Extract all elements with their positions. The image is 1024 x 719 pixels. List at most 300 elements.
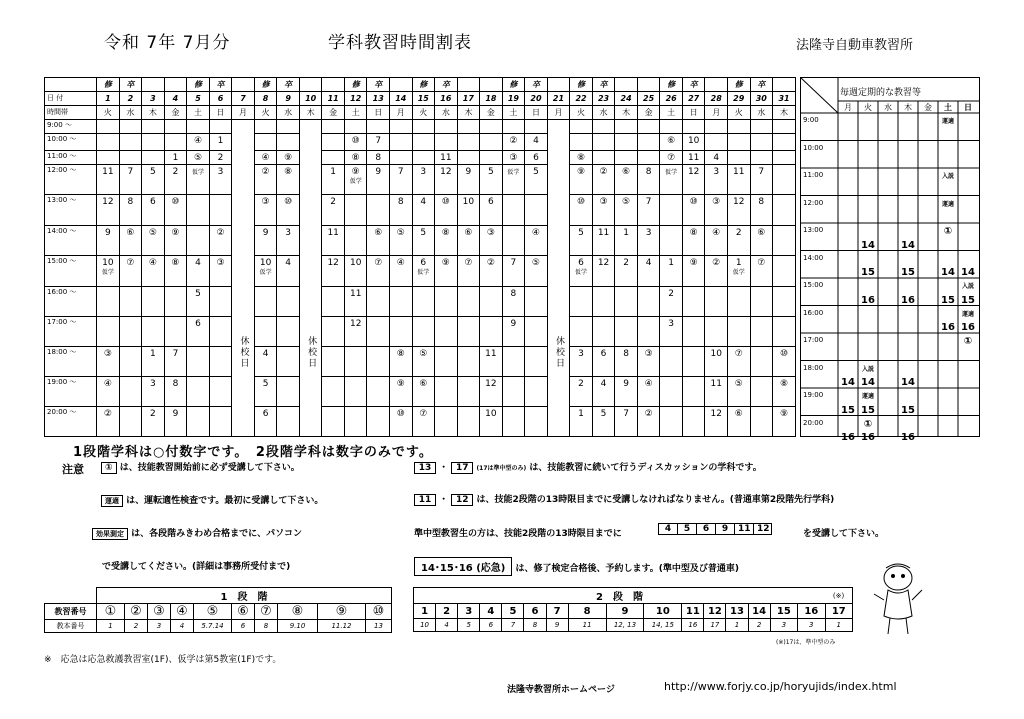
slot-r7-d19 [502, 287, 525, 317]
slot-r2-d20 [525, 151, 548, 165]
stage2-num-9: 10 [644, 604, 682, 619]
slot-r10-d12 [344, 377, 367, 407]
mark-day-13: 卒 [367, 78, 390, 92]
slot-r9-d22 [570, 347, 593, 377]
slot-r10-d27 [682, 377, 705, 407]
slot-r6-d16 [435, 256, 458, 287]
stage1-page-3: 4 [171, 620, 194, 633]
slot-r10-d18 [480, 377, 503, 407]
slot-r1-d11 [322, 134, 345, 151]
slot-r3-d9 [277, 165, 300, 195]
slot-r0-d24 [615, 120, 638, 134]
slot-r10-d19 [502, 377, 525, 407]
slot-r0-d30 [750, 120, 773, 134]
weekly-day-2: 水 [884, 103, 892, 112]
slot-r8-d14 [390, 317, 413, 347]
slot-r11-d8 [254, 407, 277, 437]
slot-r8-d8 [254, 317, 277, 347]
weekly-time-4: 13:00 [803, 226, 824, 234]
slot-value: 8 [510, 289, 517, 299]
school-name: 法隆寺自動車教習所 [796, 38, 914, 53]
slot-r3-d1 [97, 165, 120, 195]
slot-r0-d22 [570, 120, 593, 134]
slot-r5-d19 [502, 226, 525, 256]
stage2-page-7: 11 [568, 619, 606, 632]
time-row-5: 14:00 〜 [45, 226, 97, 256]
slot-r5-d25 [637, 226, 660, 256]
slot-r3-d4 [164, 165, 187, 195]
slot-value: ⑦ [464, 258, 473, 268]
slot-value: ⑥ [757, 228, 766, 238]
day-19: 19 [502, 92, 525, 106]
slot-r5-d23 [592, 226, 615, 256]
weekday-29: 火 [727, 106, 750, 120]
weekly-day-3: 木 [904, 103, 912, 112]
slot-r11-d22 [570, 407, 593, 437]
slot-value: ③ [712, 197, 721, 207]
slot-value: ⑩ [441, 197, 450, 207]
slot-value: 8 [172, 379, 179, 389]
slot-r6-d2 [119, 256, 142, 287]
note-r1-small: (17は準中型のみ) [476, 465, 527, 472]
day-30: 30 [750, 92, 773, 106]
slot-r10-d28 [705, 377, 728, 407]
slot-r4-d30 [750, 195, 773, 226]
day-31: 31 [773, 92, 796, 106]
slot-r6-d4 [164, 256, 187, 287]
slot-r2-d25 [637, 151, 660, 165]
slot-value: 6 [578, 258, 584, 268]
slot-r9-d18 [480, 347, 503, 377]
stage2-num-2: 3 [458, 604, 480, 619]
slot-value: ② [599, 167, 608, 177]
weekly-entry: 16 [861, 432, 875, 444]
day-7: 7 [232, 92, 255, 106]
slot-r10-d2 [119, 377, 142, 407]
slot-r9-d3 [142, 347, 165, 377]
weekly-entry: 入説 [961, 283, 974, 290]
day-28: 28 [705, 92, 728, 106]
mark-day-8: 修 [254, 78, 277, 92]
weekday-19: 土 [502, 106, 525, 120]
slot-value: ③ [599, 197, 608, 207]
slot-r0-d3 [142, 120, 165, 134]
weekly-time-2: 11:00 [803, 171, 824, 179]
slot-r9-d23 [592, 347, 615, 377]
time-row-0: 9:00 〜 [45, 120, 97, 134]
slot-value: ② [712, 258, 721, 268]
weekly-entry: 入説 [941, 173, 954, 180]
slot-sub: 仮学 [191, 169, 204, 176]
weekly-entry: 14 [841, 377, 855, 389]
slot-r6-d27 [682, 256, 705, 287]
stage1-num-1: ② [125, 604, 148, 620]
note-2-text: は、運転適性検査です。最初に受講して下さい。 [126, 496, 324, 506]
slot-r7-d30 [750, 287, 773, 317]
weekday-18: 金 [480, 106, 503, 120]
note-3-text: は、各段階みきわめ合格までに、パソコン [131, 529, 302, 539]
slot-r9-d31 [773, 347, 796, 377]
slot-r8-d28 [705, 317, 728, 347]
slot-value: ⑧ [779, 379, 789, 389]
stage2-table [413, 587, 853, 632]
slot-r8-d6 [209, 317, 232, 347]
slot-r6-d18 [480, 256, 503, 287]
slot-value: 2 [668, 289, 674, 299]
weekday-1: 火 [97, 106, 120, 120]
slot-r1-d30 [750, 134, 773, 151]
slot-r6-d25 [637, 256, 660, 287]
day-20: 20 [525, 92, 548, 106]
weekly-entry: 16 [901, 294, 915, 306]
stage2-num-8: 9 [606, 604, 644, 619]
stage1-num-7: ⑧ [278, 604, 318, 620]
weekday-28: 月 [705, 106, 728, 120]
weekly-entry: 16 [961, 322, 975, 334]
slot-value: ⑥ [419, 379, 428, 389]
day-16: 16 [435, 92, 458, 106]
label-date: 日 付 [45, 92, 97, 106]
slot-value: 3 [217, 167, 224, 177]
slot-r7-d13 [367, 287, 390, 317]
day-17: 17 [457, 92, 480, 106]
slot-value: 11 [327, 228, 339, 238]
slot-r9-d29 [727, 347, 750, 377]
closed-label: 休校日 [553, 335, 564, 369]
slot-r2-d2 [119, 151, 142, 165]
slot-value: 11 [102, 167, 114, 177]
slot-r1-d24 [615, 134, 638, 151]
weekday-30: 水 [750, 106, 773, 120]
slot-value: ⑤ [622, 197, 631, 207]
slot-r2-d16 [435, 151, 458, 165]
time-row-9: 18:00 〜 [45, 347, 97, 377]
day-25: 25 [637, 92, 660, 106]
slot-r10-d17 [457, 377, 480, 407]
stage1-page-5: 6 [232, 620, 255, 633]
hp-url[interactable]: http://www.forjy.co.jp/horyujids/index.html [664, 680, 897, 693]
mark-day-4 [164, 78, 187, 92]
mark-day-3 [142, 78, 165, 92]
stage-legend: 1段階学科は○付数字です。 2段階学科は数字のみです。 [73, 445, 433, 460]
day-2: 2 [119, 92, 142, 106]
note-1 [101, 460, 300, 474]
slot-r9-d2 [119, 347, 142, 377]
slot-value: ⑦ [667, 153, 676, 163]
weekday-11: 金 [322, 106, 345, 120]
slot-r0-d31 [773, 120, 796, 134]
slot-value: 7 [758, 167, 765, 177]
slot-r4-d31 [773, 195, 796, 226]
stage1-num-2: ③ [148, 604, 171, 620]
stage2-page-12: 1 [726, 619, 748, 632]
slot-r3-d13 [367, 165, 390, 195]
stage2-page-5: 8 [524, 619, 546, 632]
slot-r6-d31 [773, 256, 796, 287]
day-11: 11 [322, 92, 345, 106]
slot-r8-d18 [480, 317, 503, 347]
slot-r6-d24 [615, 256, 638, 287]
slot-value: 4 [713, 153, 720, 163]
slot-r3-d25 [637, 165, 660, 195]
slot-value: ⑩ [351, 136, 360, 146]
slot-r0-d13 [367, 120, 390, 134]
weekly-time-1: 10:00 [803, 143, 824, 152]
mark-day-18 [480, 78, 503, 92]
note-r2-text: は、技能2段階の13時限目までに受講しなければなりません。(普通車第2段階先行学科) [476, 495, 835, 505]
slot-r2-d30 [750, 151, 773, 165]
weekly-entry: 14 [861, 239, 875, 251]
slot-r11-d29 [727, 407, 750, 437]
slot-value: 10 [349, 258, 362, 268]
weekly-entry: ① [863, 418, 873, 430]
slot-value: 5 [420, 228, 427, 238]
stage1-num-5: ⑥ [232, 604, 255, 620]
slot-value: 4 [285, 258, 291, 268]
weekday-31: 木 [773, 106, 796, 120]
slot-r2-d18 [480, 151, 503, 165]
slot-r1-d2 [119, 134, 142, 151]
slot-r7-d9 [277, 287, 300, 317]
note-3-box: 効果測定 [92, 528, 128, 540]
weekday-20: 日 [525, 106, 548, 120]
slot-r10-d30 [750, 377, 773, 407]
slot-r1-d16 [435, 134, 458, 151]
slot-r3-d29 [727, 165, 750, 195]
page-title: 学科教習時間割表 [328, 33, 472, 53]
stage2-page-16: 1 [825, 619, 852, 632]
slot-r1-d9 [277, 134, 300, 151]
slot-value: 10 [710, 349, 722, 359]
slot-r0-d15 [412, 120, 435, 134]
mark-day-25 [637, 78, 660, 92]
slot-r2-d11 [322, 151, 345, 165]
slot-value: ⑨ [576, 167, 586, 177]
slot-r9-d9 [277, 347, 300, 377]
slot-value: 2 [623, 258, 629, 268]
mark-day-5: 修 [187, 78, 210, 92]
mark-day-28 [705, 78, 728, 92]
slot-sub: 仮学 [259, 269, 272, 276]
slot-value: 5 [578, 228, 584, 238]
slot-r2-d26 [660, 151, 683, 165]
slot-r3-d15 [412, 165, 435, 195]
slot-value: 6 [533, 153, 539, 163]
slot-r10-d29 [727, 377, 750, 407]
slot-r7-d31 [773, 287, 796, 317]
weekday-10: 木 [299, 106, 322, 120]
slot-value: ③ [644, 349, 653, 359]
slot-value: ⑦ [374, 258, 383, 268]
slot-r0-d12 [344, 120, 367, 134]
slot-r11-d31 [773, 407, 796, 437]
day-26: 26 [660, 92, 683, 106]
slot-r10-d8 [254, 377, 277, 407]
stage2-page-11: 17 [704, 619, 726, 632]
slot-value: 3 [578, 349, 584, 359]
slot-r5-d11 [322, 226, 345, 256]
slot-r1-d18 [480, 134, 503, 151]
slot-value: 10 [485, 409, 497, 419]
stage2-page-10: 16 [682, 619, 704, 632]
time-row-8: 17:00 〜 [45, 317, 97, 347]
stage1-num-0: ① [97, 604, 125, 620]
slot-value: 8 [127, 197, 134, 207]
mark-day-31 [773, 78, 796, 92]
slot-r7-d24 [615, 287, 638, 317]
slot-r7-d22 [570, 287, 593, 317]
slot-value: 4 [645, 258, 652, 268]
slot-r6-d11 [322, 256, 345, 287]
slot-value: 3 [150, 379, 156, 389]
slot-value: ⑤ [419, 349, 428, 359]
weekly-day-1: 火 [864, 103, 872, 112]
weekly-entry: ① [943, 226, 953, 237]
weekday-8: 火 [254, 106, 277, 120]
slot-value: ⑤ [396, 228, 405, 238]
weekly-time-0: 9:00 [803, 116, 819, 124]
slot-value: 11 [485, 349, 497, 359]
slot-r10-d14 [390, 377, 413, 407]
slot-r8-d3 [142, 317, 165, 347]
stage2-mark: (※) [825, 588, 852, 604]
slot-r3-d19 [502, 165, 525, 195]
slot-value: 4 [600, 379, 607, 389]
slot-r4-d14 [390, 195, 413, 226]
weekday-16: 水 [435, 106, 458, 120]
slot-value: 8 [758, 197, 765, 207]
slot-r0-d26 [660, 120, 683, 134]
slot-r9-d16 [435, 347, 458, 377]
slot-r7-d1 [97, 287, 120, 317]
slot-r1-d1 [97, 134, 120, 151]
slot-r2-d27 [682, 151, 705, 165]
mark-day-20: 卒 [525, 78, 548, 92]
slot-value: 5 [488, 167, 494, 177]
slot-r10-d4 [164, 377, 187, 407]
slot-value: 12 [485, 379, 497, 389]
slot-r10-d6 [209, 377, 232, 407]
slot-r8-d23 [592, 317, 615, 347]
slot-value: ③ [261, 197, 270, 207]
slot-r9-d5 [187, 347, 210, 377]
slot-r1-d22 [570, 134, 593, 151]
slot-r3-d23 [592, 165, 615, 195]
slot-r4-d3 [142, 195, 165, 226]
slot-r5-d26 [660, 226, 683, 256]
slot-value: ⑩ [779, 349, 789, 359]
slot-r4-d13 [367, 195, 390, 226]
slot-value: 3 [285, 228, 291, 238]
slot-value: 11 [710, 379, 722, 389]
slot-r2-d15 [412, 151, 435, 165]
slot-value: 12 [687, 167, 700, 177]
weekday-15: 火 [412, 106, 435, 120]
slot-r11-d19 [502, 407, 525, 437]
slot-r5-d24 [615, 226, 638, 256]
slot-r9-d1 [97, 347, 120, 377]
time-row-2: 11:00 〜 [45, 151, 97, 165]
time-row-6: 15:00 〜 [45, 256, 97, 287]
slot-r8-d19 [502, 317, 525, 347]
slot-r10-d31 [773, 377, 796, 407]
slot-value: ⑥ [374, 228, 383, 238]
slot-value: 7 [375, 136, 382, 146]
note-1-box: ① [101, 462, 117, 474]
slot-r8-d26 [660, 317, 683, 347]
slot-r7-d26 [660, 287, 683, 317]
note-3-cont: で受講してください。(詳細は事務所受付まで) [102, 562, 291, 572]
slot-r8-d29 [727, 317, 750, 347]
slot-r5-d8 [254, 226, 277, 256]
slot-r3-d24 [615, 165, 638, 195]
slot-r8-d27 [682, 317, 705, 347]
slot-r5-d16 [435, 226, 458, 256]
slot-r3-d6 [209, 165, 232, 195]
slot-r4-d26 [660, 195, 683, 226]
slot-value: ⑥ [734, 409, 743, 419]
slot-r8-d31 [773, 317, 796, 347]
closed-label: 休校日 [306, 335, 317, 369]
stage2-page-0: 10 [414, 619, 436, 632]
slot-r8-d15 [412, 317, 435, 347]
weekday-23: 水 [592, 106, 615, 120]
note-label: 注意 [62, 463, 84, 476]
slot-r6-d1 [97, 256, 120, 287]
slot-value: 4 [262, 349, 269, 359]
slot-r3-d3 [142, 165, 165, 195]
weekly-time-9: 18:00 [803, 363, 824, 372]
slot-r11-d5 [187, 407, 210, 437]
slot-r4-d25 [637, 195, 660, 226]
time-row-11: 20:00 〜 [45, 407, 97, 437]
slot-r8-d20 [525, 317, 548, 347]
note-r1-dot: ・ [439, 463, 449, 473]
slot-value: 12 [349, 319, 362, 329]
weekly-day-4: 金 [924, 103, 932, 112]
stage1-page-7: 9.10 [278, 620, 318, 633]
note-r4 [414, 557, 739, 576]
slot-value: ⑨ [284, 153, 293, 163]
slot-value: ⑧ [689, 228, 698, 238]
slot-value: 6 [600, 349, 607, 359]
slot-r6-d30 [750, 256, 773, 287]
slot-r6-d12 [344, 256, 367, 287]
slot-r8-d30 [750, 317, 773, 347]
slot-value: ⑧ [284, 167, 293, 177]
slot-r2-d12 [344, 151, 367, 165]
weekday-17: 木 [457, 106, 480, 120]
slot-r5-d1 [97, 226, 120, 256]
slot-r2-d9 [277, 151, 300, 165]
stage2-num-4: 5 [502, 604, 524, 619]
slot-value: 1 [150, 349, 156, 359]
stage1-label-tx: 教本番号 [45, 620, 97, 633]
day-4: 4 [164, 92, 187, 106]
slot-r7-d2 [119, 287, 142, 317]
slot-r3-d11 [322, 165, 345, 195]
slot-value: 5 [262, 379, 269, 389]
slot-r4-d29 [727, 195, 750, 226]
slot-value: 3 [420, 167, 427, 177]
slot-r10-d24 [615, 377, 638, 407]
slot-r11-d23 [592, 407, 615, 437]
slot-r7-d18 [480, 287, 503, 317]
slot-value: 7 [172, 349, 179, 359]
stage2-num-5: 6 [524, 604, 546, 619]
slot-value: 12 [327, 258, 339, 268]
mark-day-30: 卒 [750, 78, 773, 92]
